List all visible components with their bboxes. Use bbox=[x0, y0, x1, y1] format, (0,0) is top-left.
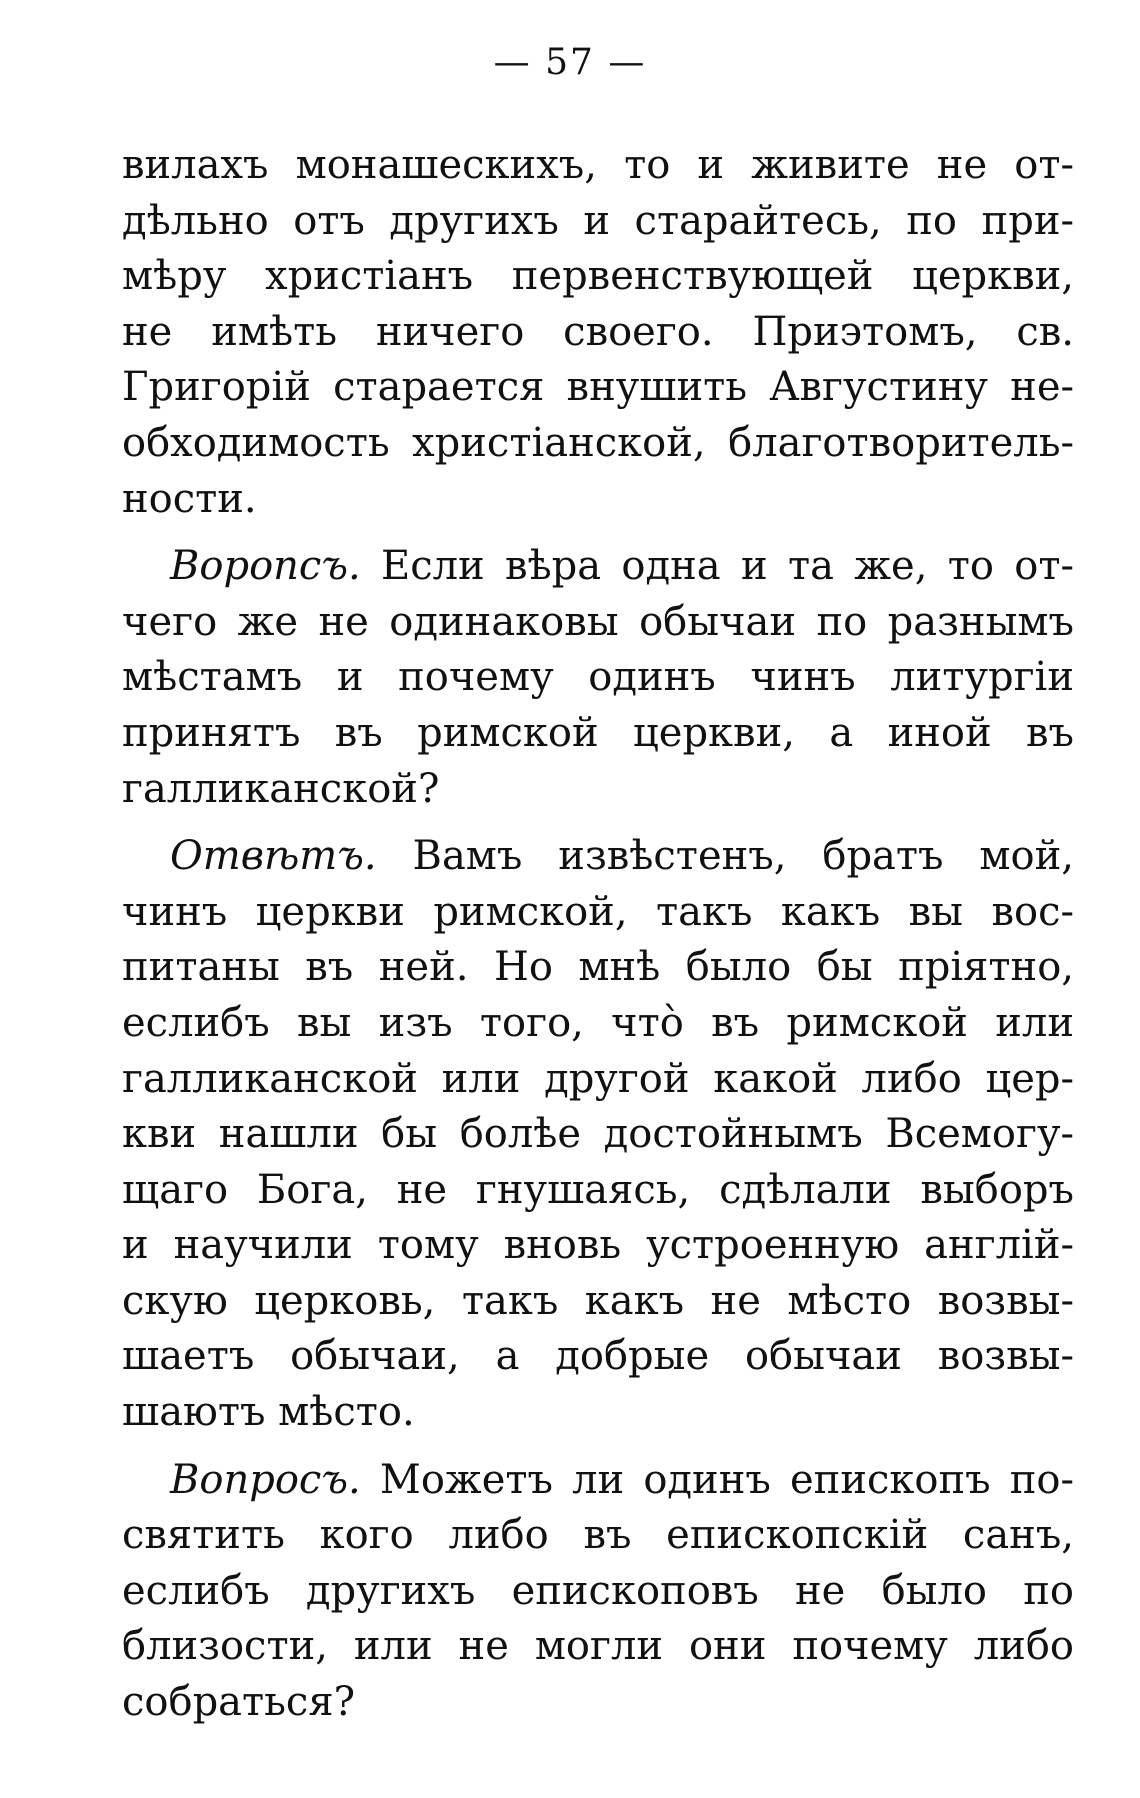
text-line-rest: Можетъ ли одинъ епископъ по- bbox=[360, 1456, 1074, 1503]
text-line: обходимость христіанской, благотворитель- bbox=[122, 419, 1074, 466]
text-line: принятъ въ римской церкви, а иной въ bbox=[122, 709, 1074, 756]
text-line: чего же не одинаковы обычаи по разнымъ bbox=[122, 598, 1074, 645]
paragraph-question-2 bbox=[122, 1453, 1074, 1731]
text-line: галликанской или другой какой либо цер- bbox=[122, 1055, 1074, 1102]
speaker-label: Вопросъ. bbox=[170, 1456, 361, 1503]
text-line: шаютъ мѣсто. bbox=[122, 1389, 415, 1436]
paragraph-question-1 bbox=[122, 539, 1074, 817]
text-line: близости, или не могли они почему либо bbox=[122, 1623, 1074, 1670]
text-line: чинъ церкви римской, такъ какъ вы вос- bbox=[122, 888, 1074, 935]
text-line-first bbox=[122, 539, 1074, 595]
text-line: и научили тому вновь устроенную англій- bbox=[122, 1222, 1074, 1269]
text-line: вилахъ монашескихъ, то и живите не от- bbox=[122, 142, 1074, 188]
text-line: мѣру христіанъ первенствующей церкви, bbox=[122, 253, 1074, 300]
text-line-rest: Вамъ извѣстенъ, братъ мой, bbox=[376, 833, 1074, 880]
text-line: еслибъ другихъ епископовъ не было по bbox=[122, 1567, 1074, 1614]
text-line: ности. bbox=[122, 475, 257, 522]
text-line: галликанской? bbox=[122, 765, 440, 812]
text-line-rest: Если вѣра одна и та же, то от- bbox=[360, 543, 1074, 590]
text-line: Григорій старается внушить Августину не- bbox=[122, 364, 1074, 411]
text-line: собраться? bbox=[122, 1679, 356, 1726]
text-line: мѣстамъ и почему одинъ чинъ литургіи bbox=[122, 654, 1074, 701]
text-line: святить кого либо въ епископскій санъ, bbox=[122, 1512, 1074, 1559]
speaker-label: Воропсъ. bbox=[170, 543, 361, 590]
text-line-first bbox=[122, 829, 1074, 885]
text-line: не имѣть ничего своего. Приэтомъ, св. bbox=[122, 308, 1074, 355]
text-line-first bbox=[122, 1453, 1074, 1509]
text-line: скую церковь, такъ какъ не мѣсто возвы- bbox=[122, 1277, 1074, 1324]
text-line: кви нашли бы болѣе достойнымъ Всемогу- bbox=[122, 1111, 1074, 1158]
text-line: дѣльно отъ другихъ и старайтесь, по при- bbox=[122, 197, 1074, 244]
speaker-label: Отвѣтъ. bbox=[170, 833, 377, 880]
text-line: шаетъ обычаи, а добрые обычаи возвы- bbox=[122, 1333, 1074, 1380]
text-body bbox=[122, 138, 1074, 1731]
text-line: щаго Бога, не гнушаясь, сдѣлали выборъ bbox=[122, 1166, 1074, 1213]
paragraph-continuation bbox=[122, 138, 1074, 527]
text-line: питаны въ ней. Но мнѣ было бы пріятно, bbox=[122, 944, 1074, 991]
text-line: еслибъ вы изъ того, что̀ въ римской или bbox=[122, 999, 1074, 1046]
paragraph-answer bbox=[122, 829, 1074, 1441]
page-number: — 57 — bbox=[493, 42, 647, 83]
